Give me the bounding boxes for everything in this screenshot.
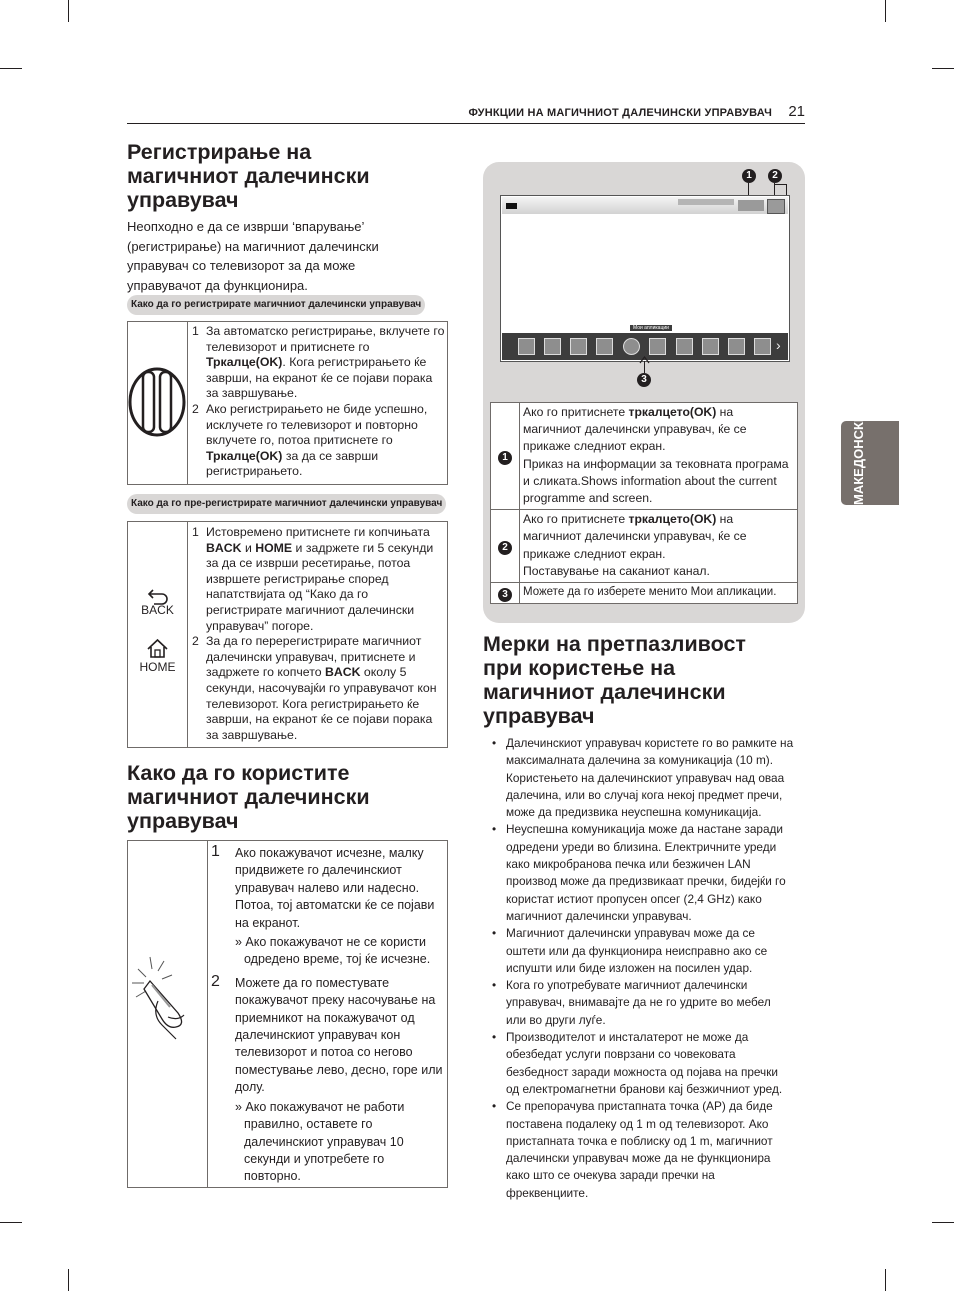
reregister-steps bbox=[190, 525, 446, 743]
table-row bbox=[491, 510, 798, 583]
crop-mark bbox=[885, 0, 886, 22]
crop-mark bbox=[68, 0, 69, 22]
crop-mark bbox=[932, 68, 954, 69]
pointer-picture bbox=[128, 841, 208, 1187]
heading-line: магичниот далечински bbox=[127, 785, 370, 809]
table-cell bbox=[491, 510, 520, 583]
register-step bbox=[190, 324, 446, 402]
list-item: • Далечинскиот управувач користете го во рамките на максималната далечина за комуникација (10 m). Користењето на далечинскиот управувач над оваа далечина, или во случај кога некој предмет пречи, може да предизвика неуспешна комуникација. bbox=[492, 735, 794, 821]
back-home-picture bbox=[128, 522, 188, 747]
step-text: За автоматско регистрирање, вклучете го телевизорот и притиснете го bbox=[206, 324, 445, 354]
step-text: Истовремено притиснете ги копчињата bbox=[206, 525, 430, 539]
app-icon[interactable] bbox=[676, 338, 693, 355]
heading-line: Како да го користите bbox=[127, 761, 350, 785]
step-number: 2 bbox=[192, 634, 199, 649]
arrow-up-icon bbox=[639, 356, 650, 364]
step-bold: BACK bbox=[206, 540, 242, 555]
crop-mark bbox=[68, 1269, 69, 1291]
callout-number: 2 bbox=[498, 541, 512, 555]
language-tab bbox=[841, 412, 899, 505]
step-number: 1 bbox=[192, 324, 199, 338]
cell-text: Ако го притиснете bbox=[523, 405, 629, 419]
intro-line: управувач со телевизорот за да може bbox=[127, 258, 356, 273]
cell-text: Можете да го изберете менито Мои апликации. bbox=[523, 586, 777, 599]
callout-3: 3 bbox=[637, 373, 651, 387]
app-icon[interactable] bbox=[518, 338, 535, 355]
register-step bbox=[190, 402, 446, 480]
register-steps bbox=[190, 324, 446, 480]
usage-steps bbox=[209, 845, 443, 1190]
callout-line bbox=[774, 184, 786, 185]
tv-screen bbox=[500, 195, 790, 362]
callout-table bbox=[490, 402, 798, 604]
step-text: . Кога регистрирањето ќе заврши, на екранот ќе се појави порака за завршување. bbox=[206, 355, 433, 401]
step-note: » Ако покажувачот не работи правилно, оставете го далечинскиот управувач 10 секунди и употребете го повторно. bbox=[235, 1099, 405, 1184]
table-cell bbox=[491, 403, 520, 510]
callout-1: 1 bbox=[742, 169, 756, 183]
app-icon[interactable] bbox=[623, 338, 640, 355]
step-text: Ако покажувачот исчезне, малку придвижете го далечинскиот управувач налево или надесно. Потоа, тој автоматски ќе се појави на екранот. bbox=[235, 846, 435, 930]
list-item: • Магичниот далечински управувач може да се оштети или да функционира неисправно ако се испушти или биде изложен на посилен удар. bbox=[492, 925, 794, 977]
step-text: Ако регистрирањето не биде успешно, исклучете го телевизорот и повторно вклучете го, потоа притиснете го bbox=[206, 401, 428, 448]
step-bold: Тркалце(OK) bbox=[206, 448, 283, 463]
heading-precautions bbox=[483, 632, 746, 728]
info-button[interactable] bbox=[738, 200, 764, 211]
step-text: околу 5 секунди, насочувајќи го управувачот кон телевизорот. Кога регистрирањето ќе заврши, на екранот ќе се појави порака за завршување. bbox=[206, 665, 437, 742]
crop-mark bbox=[932, 1222, 954, 1223]
heading-line: управувач bbox=[127, 809, 239, 833]
cell-text: на магичниот далечински управувач, ќе се прикаже следниот екран. bbox=[523, 512, 747, 561]
callout-number: 3 bbox=[498, 588, 512, 602]
step-number: 1 bbox=[192, 525, 199, 539]
app-icon[interactable] bbox=[754, 338, 771, 355]
page-header bbox=[127, 103, 805, 124]
cell-text: на магичниот далечински управувач, ќе се прикаже следниот екран. bbox=[523, 405, 747, 454]
tv-info-bar bbox=[502, 197, 788, 214]
step-number: 1 bbox=[211, 843, 220, 860]
usage-box bbox=[127, 840, 448, 1188]
table-cell bbox=[520, 403, 798, 510]
table-cell bbox=[520, 510, 798, 583]
usage-step bbox=[209, 845, 443, 969]
home-app-icon[interactable] bbox=[570, 338, 587, 355]
step-bold: BACK bbox=[324, 665, 361, 680]
language-tab-label: МАКЕДОНСКИ bbox=[851, 412, 866, 505]
my-apps-caption: Мои апликации bbox=[630, 325, 672, 331]
step-text: За да го перерегистрирате магичниот далечински управувач, притиснете и задржете го копчето bbox=[206, 634, 422, 680]
step-text: и задржете ги 5 секунди за да се изврши ресетирање, потоа извршете регистрирање според напатствијата од “Како да го регистрирате магичниот далечински управувач” погоре. bbox=[206, 540, 434, 633]
heading-line: магичниот далечински bbox=[127, 164, 370, 188]
reregister-step bbox=[190, 525, 446, 634]
list-item: • Се препорачува пристапната точка (AP) да биде поставена подалеку од 1 m од телевизорот. Ако пристапната точка е поблиску од 1 m, магичниот далечински управувач може да не функционира како што се очекува заради пречки на фреквенциите. bbox=[492, 1098, 794, 1202]
step-text: за да се заврши регистрирањето. bbox=[206, 448, 379, 479]
heading-line: Мерки на претпазливост bbox=[483, 632, 746, 656]
page-number: 21 bbox=[788, 103, 805, 120]
heading-line: магичниот далечински bbox=[483, 680, 726, 704]
list-item: • Производителот и инсталатерот не може да обезбедат услуги поврзани со човековата безбедност заради можноста од појава на пречки од електромагнетни бранови кај безжичниот уред. bbox=[492, 1029, 794, 1098]
cell-text: Поставување на саканиот канал. bbox=[523, 563, 710, 578]
table-cell bbox=[491, 583, 520, 604]
heading-line: управувач bbox=[127, 188, 239, 212]
section-title: ФУНКЦИИ НА МАГИЧНИОТ ДАЛЕЧИНСКИ УПРАВУВАЧ bbox=[468, 107, 772, 119]
callout-number: 1 bbox=[498, 451, 512, 465]
heading-line: управувач bbox=[483, 704, 595, 728]
step-bold: HOME bbox=[255, 540, 293, 555]
list-item: • Неуспешна комуникација може да настане заради одредени уреди во близина. Електричните уреди како микробранова печка или безжичен LAN производ може да предизвикаат пречки, бидејќи го користат истиот пропусен опсег (2,4 GHz) како магичниот далечински управувач. bbox=[492, 821, 794, 925]
app-icon[interactable] bbox=[596, 338, 613, 355]
intro-line: Неопходно е да се изврши ‘впарување’ bbox=[127, 219, 365, 234]
cell-text: Приказ на информации за тековната програма и сликата.Shows information about the current programme and screen. bbox=[523, 456, 789, 506]
table-row bbox=[491, 403, 798, 510]
step-note: » Ако покажувачот не се користи одредено време, тој ќе исчезне. bbox=[235, 935, 431, 967]
remote-pointing-icon bbox=[128, 841, 207, 1187]
callout-2: 2 bbox=[768, 169, 782, 183]
crop-mark bbox=[885, 1269, 886, 1291]
program-title-bar bbox=[678, 199, 734, 205]
channel-edit-button[interactable] bbox=[767, 199, 785, 214]
heading-line: Регистрирање на bbox=[127, 140, 312, 164]
intro-paragraph bbox=[127, 217, 447, 295]
precaution-list bbox=[492, 735, 794, 1202]
step-text: Можете да го поместувате покажувачот преку насочување на приемникот на покажувачот од далечинскиот управувач кон телевизорот и потоа со негово поместување лево, десно, горе или долу. bbox=[235, 975, 443, 1095]
reregister-box bbox=[127, 521, 448, 748]
app-icon[interactable] bbox=[728, 338, 745, 355]
cell-text: Ако го притиснете bbox=[523, 512, 629, 527]
reregister-step bbox=[190, 634, 446, 743]
register-box bbox=[127, 321, 448, 485]
step-bold: Тркалце(OK) bbox=[206, 355, 283, 370]
crop-mark bbox=[0, 1222, 22, 1223]
table-cell bbox=[520, 583, 798, 604]
step-text: и bbox=[241, 540, 256, 555]
list-item: • Кога го употребувате магичниот далечински управувач, внимавајте да не го удрите во мебел или во други луѓе. bbox=[492, 977, 794, 1029]
cell-bold: тркалцето(OK) bbox=[628, 405, 717, 419]
app-icon[interactable] bbox=[702, 338, 719, 355]
chevron-right-icon[interactable]: › bbox=[776, 337, 781, 353]
back-label: BACK bbox=[141, 603, 174, 617]
intro-line: (регистрирање) на магичниот далечински bbox=[127, 238, 379, 254]
settings-icon[interactable] bbox=[544, 338, 561, 355]
step-number: 2 bbox=[211, 972, 220, 990]
home-label: HOME bbox=[139, 660, 176, 674]
table-row bbox=[491, 583, 798, 604]
app-icon[interactable] bbox=[649, 338, 666, 355]
register-pill: Како да го регистрирате магичниот далечински управувач bbox=[127, 295, 425, 315]
usage-step bbox=[209, 972, 443, 1186]
heading-register bbox=[127, 140, 370, 212]
heading-line: при користење на bbox=[483, 656, 676, 680]
heading-how-to-use bbox=[127, 761, 370, 833]
step-number: 2 bbox=[192, 401, 199, 416]
reregister-pill: Како да го пре-регистрирате магичниот далечински управувач bbox=[127, 494, 446, 514]
wheel-ok-icon bbox=[128, 322, 187, 484]
channel-badge bbox=[506, 203, 517, 209]
wheel-picture bbox=[128, 322, 188, 484]
home-icon bbox=[128, 637, 187, 661]
crop-mark bbox=[0, 68, 22, 69]
cell-bold: тркалцето(OK) bbox=[628, 512, 717, 527]
intro-line: управувачот да функционира. bbox=[127, 277, 308, 293]
